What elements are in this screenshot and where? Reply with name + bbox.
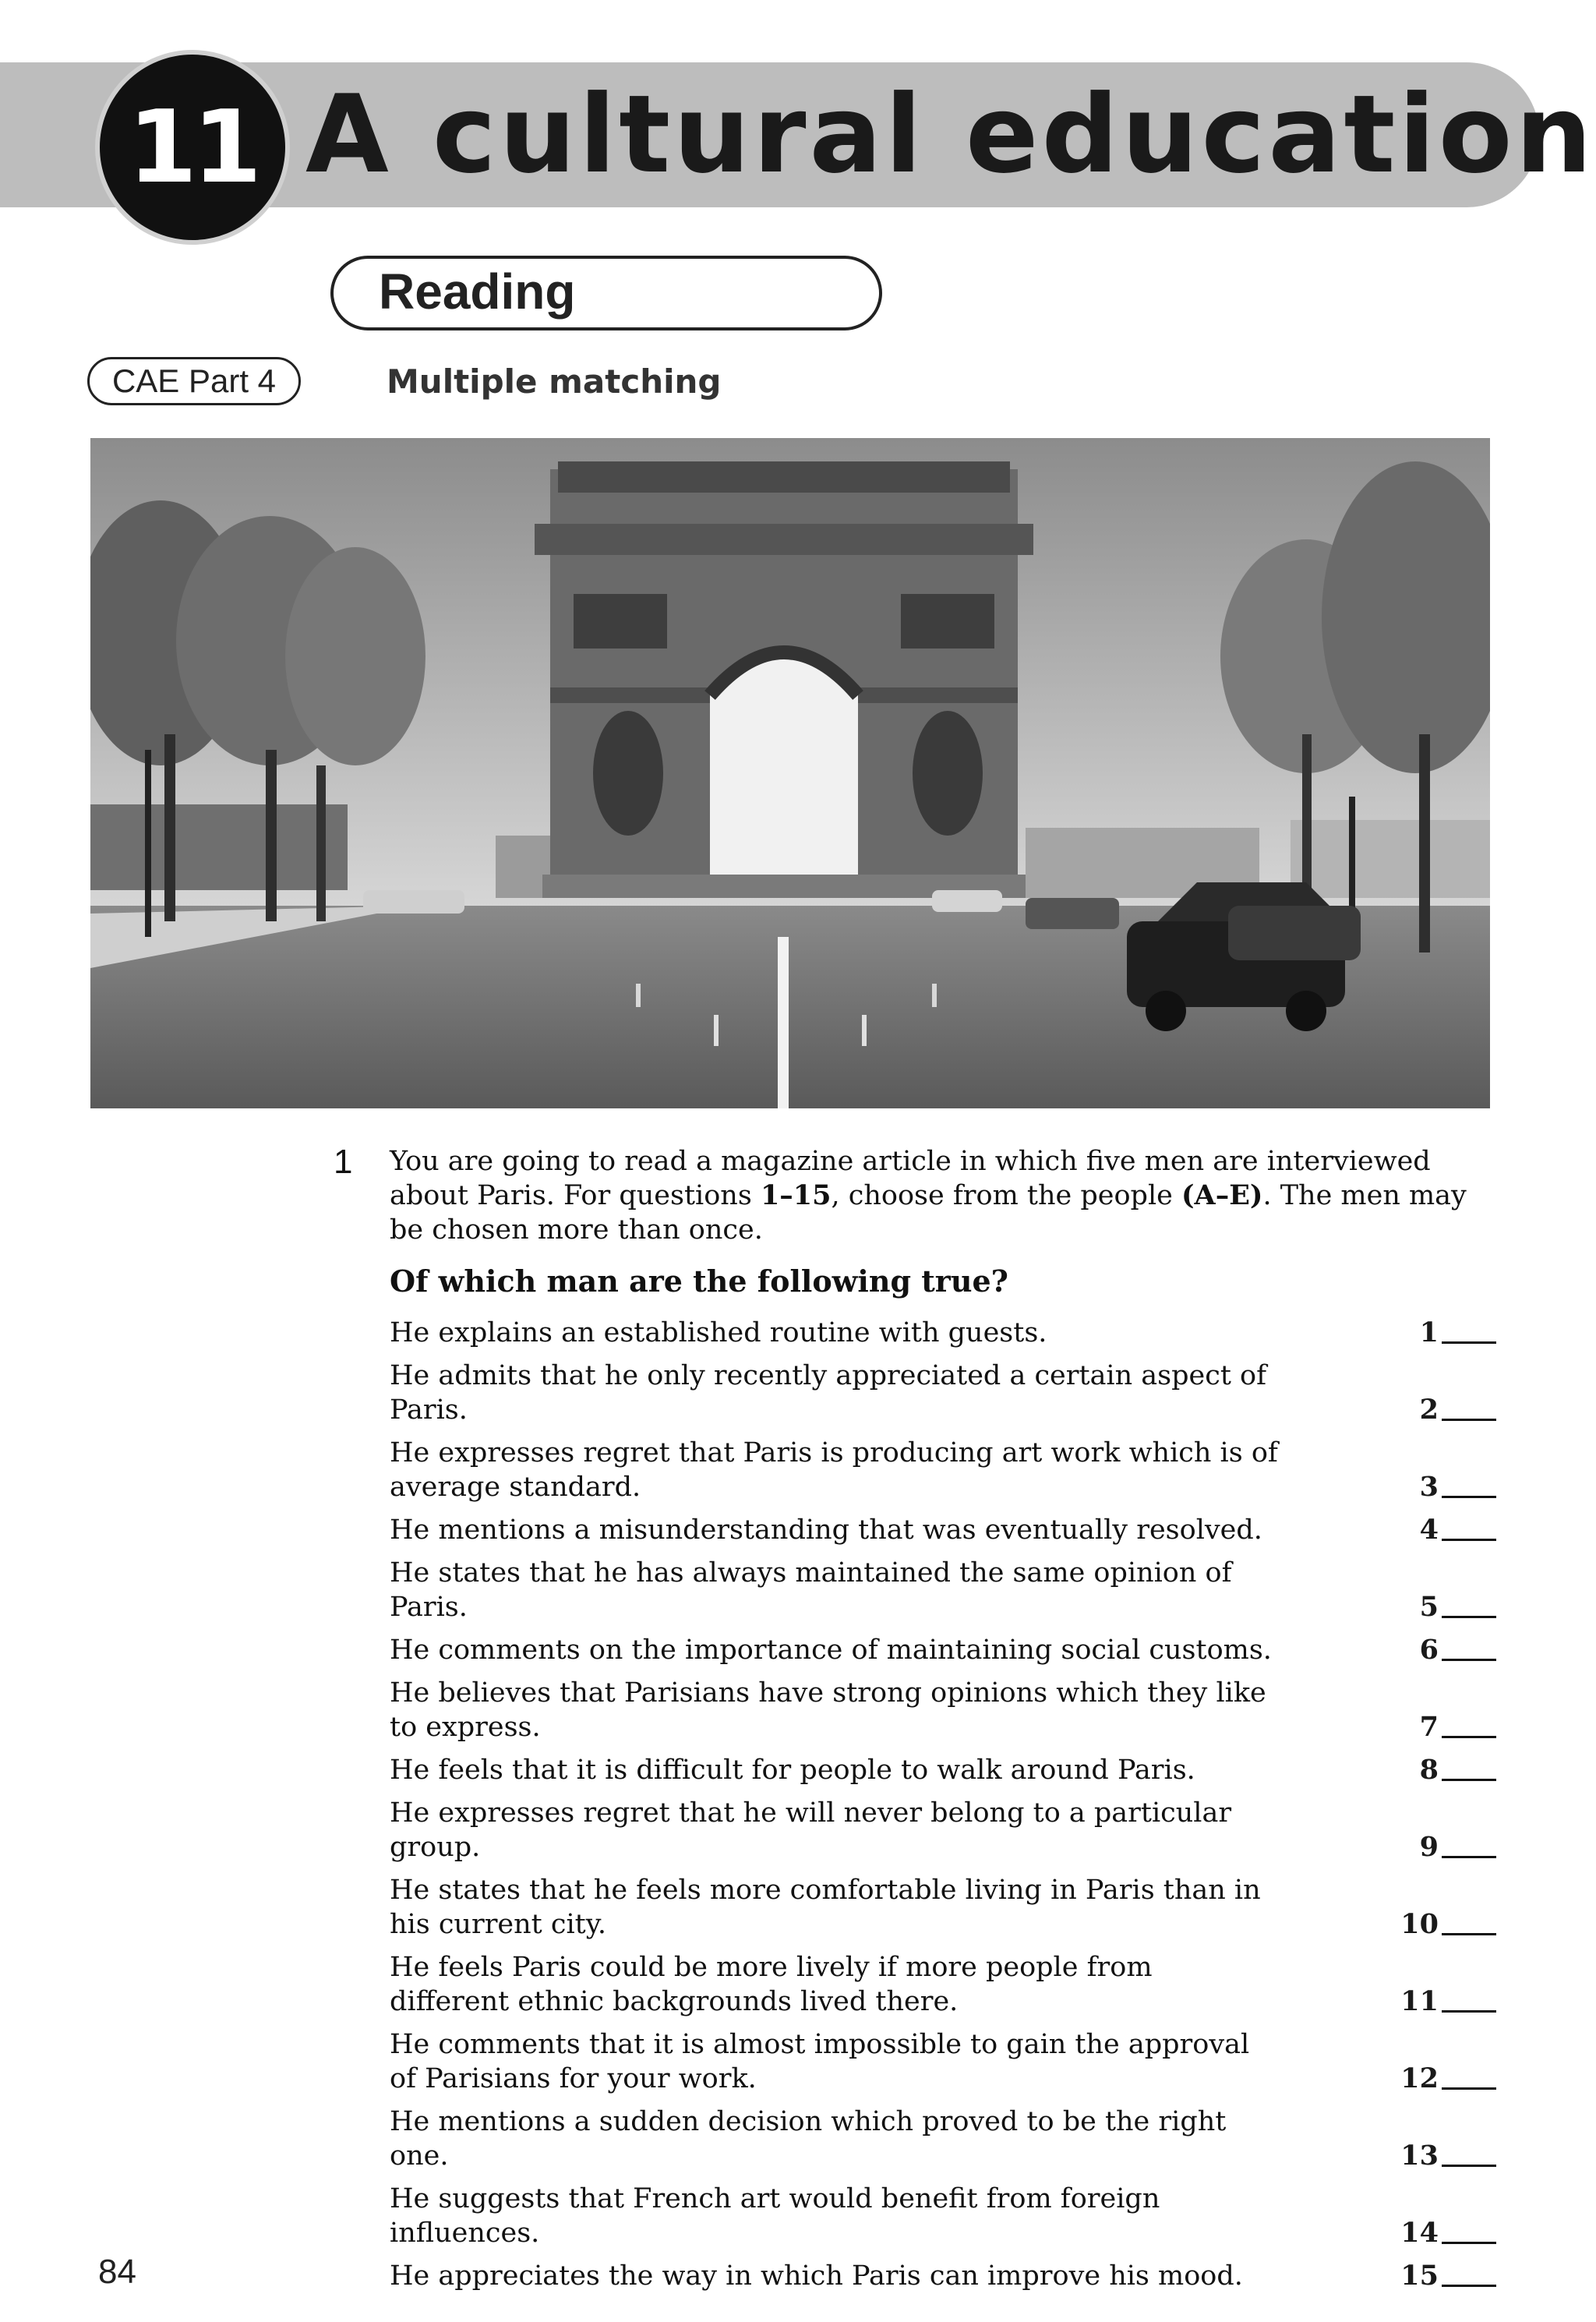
instructions-text-1: You are going to read a magazine article in which five men are interviewed about Paris. For questions [390,1146,1431,1211]
question-row [390,1873,1496,1942]
question-row [390,1796,1496,1864]
answer-field[interactable] [1420,1393,1496,1427]
answer-blank[interactable] [1442,1659,1496,1661]
exam-part-label: CAE Part 4 [111,362,277,399]
answer-field[interactable] [1400,2216,1496,2250]
question-number: 10 [1400,1908,1439,1940]
question-row [390,1633,1496,1667]
question-number: 9 [1419,1831,1439,1863]
answer-field[interactable] [1400,2259,1496,2293]
question-text: He expresses regret that he will never belong to a particular group. [390,1797,1232,1863]
answer-field[interactable] [1420,1470,1496,1504]
answer-blank[interactable] [1442,1779,1496,1781]
answer-field[interactable] [1420,1590,1496,1624]
arch-monument-photo [90,438,1490,1108]
question-number: 15 [1400,2260,1439,2292]
question-row [390,2182,1496,2250]
section-label: Reading [379,263,576,320]
answer-blank[interactable] [1442,2087,1496,2090]
question-row [390,1436,1496,1504]
answer-blank[interactable] [1442,1539,1496,1541]
answer-blank[interactable] [1442,2285,1496,2287]
question-text: He admits that he only recently appreciated a certain aspect of Paris. [390,1360,1267,1426]
question-text: He states that he feels more comfortable living in Paris than in his current city. [390,1875,1261,1940]
answer-blank[interactable] [1442,2010,1496,2013]
page-number: 84 [98,2253,136,2291]
answer-field[interactable] [1420,1830,1496,1864]
answer-field[interactable] [1420,1316,1496,1350]
question-number: 14 [1400,2217,1439,2249]
answer-field[interactable] [1400,1984,1496,2019]
question-text: He suggests that French art would benefit from foreign influences. [390,2183,1160,2249]
question-text: He mentions a misunderstanding that was eventually resolved. [390,1514,1262,1546]
answer-field[interactable] [1400,1907,1496,1942]
answer-blank[interactable] [1442,1736,1496,1738]
answer-blank[interactable] [1442,1616,1496,1618]
question-text: He appreciates the way in which Paris can improve his mood. [390,2260,1243,2292]
question-text: He explains an established routine with guests. [390,1317,1047,1348]
answer-blank[interactable] [1442,2165,1496,2167]
question-number: 8 [1419,1754,1439,1786]
answer-blank[interactable] [1442,2242,1496,2244]
question-row [390,2105,1496,2173]
answer-field[interactable] [1420,1753,1496,1787]
question-text: He comments on the importance of maintaining social customs. [390,1635,1272,1666]
question-text: He feels Paris could be more lively if more people from different ethnic backgrounds lived there. [390,1952,1153,2017]
question-number: 5 [1419,1591,1439,1623]
question-number: 1 [1419,1317,1439,1348]
question-number: 2 [1419,1394,1439,1426]
question-list [390,1316,1496,2302]
question-row [390,1513,1496,1547]
exam-part-badge [87,357,301,405]
question-number: 13 [1400,2140,1439,2172]
question-number: 12 [1400,2062,1439,2094]
question-text: He expresses regret that Paris is producing art work which is of average standard. [390,1437,1278,1503]
instructions-text-2: , choose from the people [831,1180,1181,1211]
answer-blank[interactable] [1442,1856,1496,1858]
question-row [390,1316,1496,1350]
exercise-instructions [390,1144,1496,1247]
question-number: 3 [1419,1471,1439,1503]
question-heading: Of which man are the following true? [390,1263,1008,1299]
question-text: He comments that it is almost impossible to gain the approval of Parisians for your work. [390,2029,1250,2094]
unit-number-badge [95,50,290,245]
question-text: He believes that Parisians have strong opinions which they like to express. [390,1677,1266,1743]
instructions-question-range: 1–15 [760,1179,832,1211]
task-type-label: Multiple matching [387,362,722,401]
answer-blank[interactable] [1442,1496,1496,1498]
answer-field[interactable] [1420,1513,1496,1547]
answer-field[interactable] [1420,1710,1496,1744]
question-row [390,1753,1496,1787]
answer-field[interactable] [1400,2139,1496,2173]
question-row [390,1950,1496,2019]
question-number: 7 [1419,1711,1439,1743]
question-text: He mentions a sudden decision which proved to be the right one. [390,2106,1227,2172]
question-number: 4 [1419,1514,1439,1546]
answer-blank[interactable] [1442,1419,1496,1421]
answer-field[interactable] [1400,2062,1496,2096]
question-row [390,1359,1496,1427]
question-number: 6 [1419,1634,1439,1666]
answer-blank[interactable] [1442,1341,1496,1344]
exercise-number: 1 [334,1143,353,1181]
question-row [390,1556,1496,1624]
question-row [390,2259,1496,2293]
question-row [390,1676,1496,1744]
answer-field[interactable] [1420,1633,1496,1667]
question-number: 11 [1400,1985,1439,2017]
instructions-people-range: (A–E) [1181,1179,1263,1211]
answer-blank[interactable] [1442,1933,1496,1935]
instructions-text-3: . The men may be chosen more than once. [390,1180,1467,1246]
question-text: He states that he has always maintained the same opinion of Paris. [390,1557,1232,1623]
unit-number: 11 [127,89,258,206]
unit-title: A cultural education [305,72,1595,197]
question-row [390,2027,1496,2096]
question-text: He feels that it is difficult for people to walk around Paris. [390,1755,1195,1786]
